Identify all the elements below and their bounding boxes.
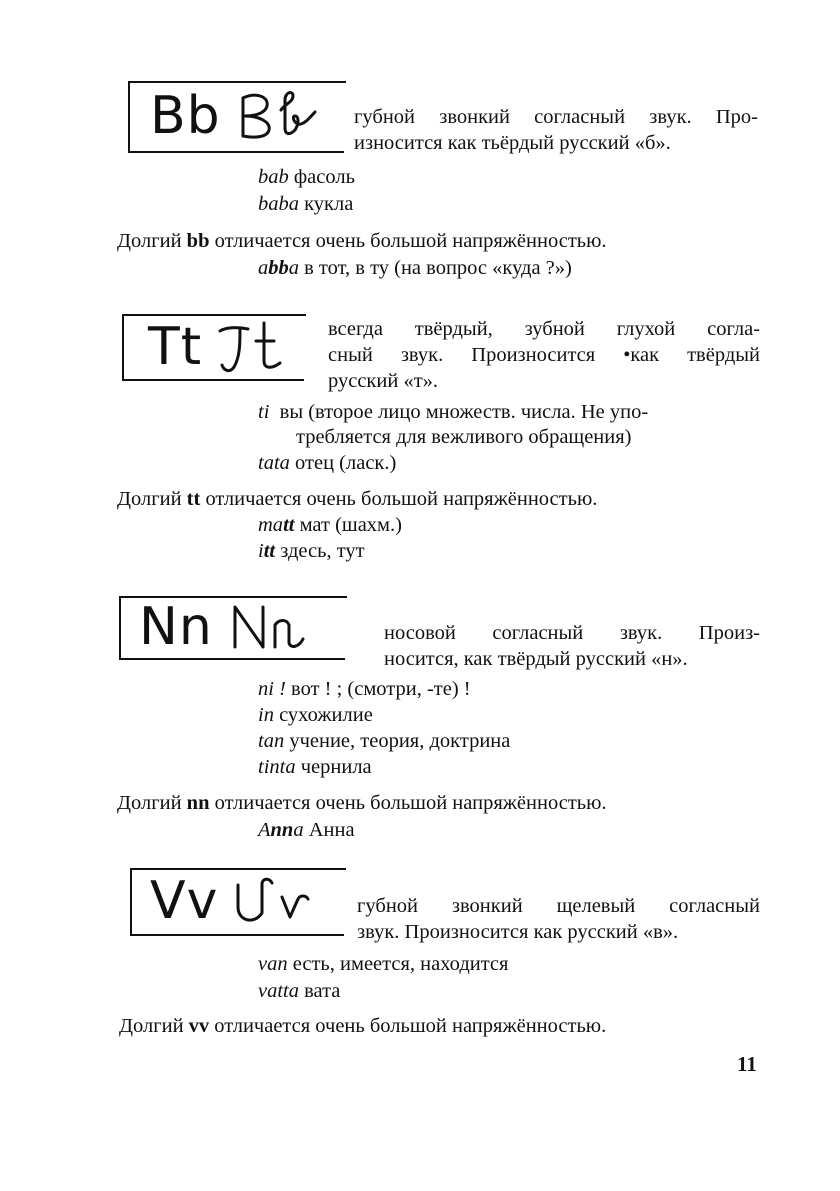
letter-box-v [130, 868, 344, 936]
example-word: bab [258, 166, 289, 188]
page-number: 11 [737, 1052, 757, 1076]
long-note-pre: Долгий [117, 488, 187, 510]
example-t-1-cont [296, 424, 632, 450]
example-word: tinta [258, 756, 296, 778]
letter-box-b [128, 81, 344, 153]
long-note-b [117, 228, 722, 254]
long-note-pre: Долгий [119, 1015, 189, 1037]
word-part: A [258, 819, 271, 841]
example-translation: вата [304, 980, 341, 1002]
example-translation: чернила [300, 756, 372, 778]
example-word: tan [258, 730, 285, 752]
description-n [384, 620, 760, 672]
example-word: ti [258, 401, 270, 423]
word-part: a [288, 257, 299, 279]
long-note-t [117, 486, 722, 512]
example-t-2 [258, 450, 396, 476]
letter-cursive-t [218, 319, 288, 375]
example-word: baba [258, 193, 299, 215]
description-b [354, 104, 758, 156]
long-note-post: отличается очень большой напряжённостью. [209, 230, 607, 252]
description-b-line-2-text: износится как тьёрдый русский «б». [354, 132, 671, 154]
example-word: vatta [258, 980, 299, 1002]
long-note-post: отличается очень большой напряжённостью. [200, 488, 598, 510]
example-n-4 [258, 754, 372, 780]
example-translation: есть, имеется, находится [292, 953, 509, 975]
word-part: a [293, 819, 304, 841]
example-translation: отец (ласк.) [295, 452, 397, 474]
long-note-post: отличается очень большой напряжённостью. [209, 1015, 607, 1037]
long-note-bold: nn [186, 792, 210, 814]
long-example-word [258, 257, 299, 279]
description-t-line-3-text: русский «т». [328, 370, 439, 392]
long-example-word [258, 819, 304, 841]
example-translation: кукла [304, 193, 354, 215]
long-note-v [119, 1013, 724, 1039]
example-t-1 [258, 399, 648, 425]
letter-box-t [122, 314, 304, 381]
long-example-t-2 [258, 538, 365, 564]
letter-print-v: Vv [150, 871, 219, 931]
description-v-line-2-text: звук. Произносится как русский «в». [357, 921, 679, 943]
description-v [357, 893, 760, 945]
long-note-bold: vv [188, 1015, 210, 1037]
word-part: a [258, 257, 269, 279]
letter-print-t: Tt [148, 316, 203, 377]
long-note-post: отличается очень большой напряжённостью. [209, 792, 607, 814]
long-example-t-1 [258, 512, 402, 538]
example-word: in [258, 704, 274, 726]
example-translation: фасоль [293, 166, 355, 188]
long-example-translation: мат (шахм.) [299, 514, 402, 536]
example-b-1 [258, 164, 355, 190]
long-example-translation: здесь, тут [280, 540, 365, 562]
long-example-translation: в тот, в ту (на вопрос «куда ?») [304, 257, 572, 279]
example-n-2 [258, 702, 373, 728]
example-v-1 [258, 951, 508, 977]
long-example-word [258, 514, 294, 536]
description-n-line-2-text: носится, как твёрдый русский «н». [384, 648, 688, 670]
example-translation: учение, теория, доктрина [289, 730, 511, 752]
word-bold: tt [263, 540, 276, 562]
letter-print-n: Nn [139, 597, 213, 657]
example-b-2 [258, 191, 353, 217]
example-translation: вы (второе лицо множеств. числа. Не упо- [279, 401, 649, 423]
example-word: ni ! [258, 678, 286, 700]
word-part: ma [258, 514, 284, 536]
description-t-line-3 [328, 368, 760, 394]
long-note-bold: tt [186, 488, 201, 510]
example-v-2 [258, 978, 340, 1004]
description-t [328, 316, 760, 394]
description-n-line-1: носовой согласный звук. Произ- [384, 622, 760, 644]
example-n-1 [258, 676, 471, 702]
description-b-line-1: губной звонкий согласный звук. Про- [354, 106, 758, 128]
letter-cursive-b [237, 88, 329, 144]
letter-cursive-n [229, 599, 329, 655]
word-bold: nn [270, 819, 294, 841]
word-part: i [258, 540, 264, 562]
long-note-bold: bb [186, 230, 210, 252]
example-translation: вот ! ; (смотри, -те) ! [291, 678, 471, 700]
example-word: van [258, 953, 288, 975]
long-note-n [117, 790, 722, 816]
example-word: tata [258, 452, 290, 474]
long-note-pre: Долгий [117, 792, 187, 814]
letter-print-b: Bb [150, 86, 221, 146]
description-b-line-2 [354, 130, 758, 156]
description-t-line-2: сный звук. Произносится •как твёрдый [328, 344, 760, 366]
long-example-translation: Анна [308, 819, 355, 841]
letter-box-n [119, 596, 345, 660]
description-v-line-1: губной звонкий щелевый согласный [357, 895, 760, 917]
word-bold: tt [283, 514, 295, 536]
long-note-pre: Долгий [117, 230, 187, 252]
example-n-3 [258, 728, 510, 754]
long-example-word [258, 540, 275, 562]
long-example-b-1 [258, 255, 572, 281]
description-v-line-2 [357, 919, 760, 945]
description-t-line-1: всегда твёрдый, зубной глухой согла- [328, 318, 760, 340]
long-example-n-1 [258, 817, 355, 843]
letter-cursive-v [234, 873, 330, 929]
example-translation: требляется для вежливого обращения) [296, 426, 632, 448]
description-n-line-2 [384, 646, 760, 672]
word-bold: bb [268, 257, 289, 279]
example-translation: сухожилие [279, 704, 373, 726]
